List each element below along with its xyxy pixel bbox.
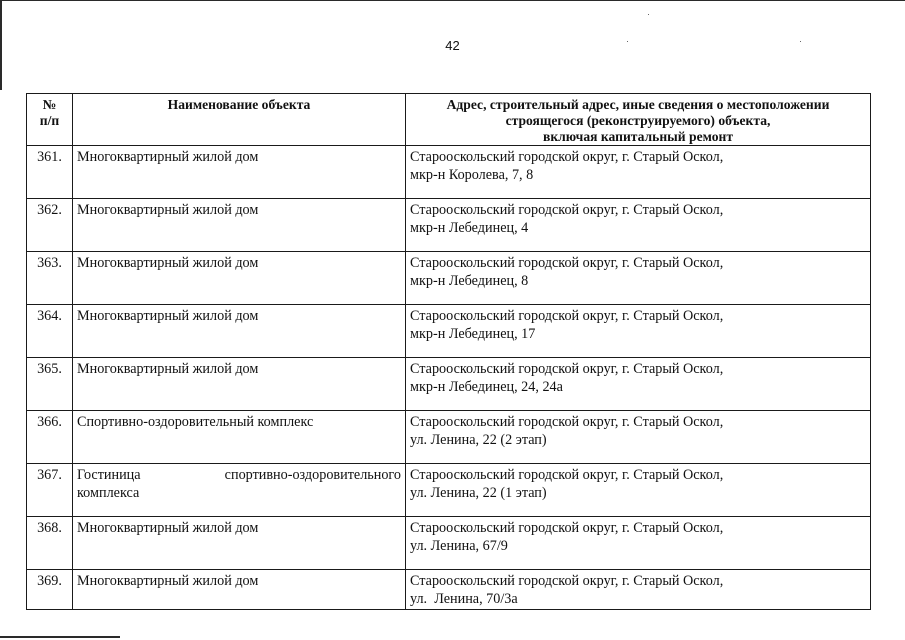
table-row xyxy=(27,517,871,570)
scan-speck xyxy=(648,14,649,15)
table-row xyxy=(27,411,871,464)
row-number: 367. xyxy=(27,464,73,517)
page-bottom-edge xyxy=(0,636,120,638)
object-name: Многоквартирный жилой дом xyxy=(73,305,406,358)
row-number: 366. xyxy=(27,411,73,464)
header-address: Адрес, строительный адрес, иные сведения о местоположении строящегося (реконструируемого) объекта, включая капитальный ремонт xyxy=(406,94,871,146)
object-address: Старооскольский городской округ, г. Старый Оскол, ул. Ленина, 22 (1 этап) xyxy=(406,464,871,517)
object-name: Многоквартирный жилой дом xyxy=(73,517,406,570)
object-name: Спортивно-оздоровительный комплекс xyxy=(73,411,406,464)
header-number: № п/п xyxy=(27,94,73,146)
row-number: 368. xyxy=(27,517,73,570)
object-name-line: Гостиница спортивно-оздоровительного xyxy=(77,467,401,483)
object-name-line: комплекса xyxy=(77,485,140,501)
table-row xyxy=(27,464,871,517)
object-address: Старооскольский городской округ, г. Старый Оскол, мкр-н Лебединец, 24, 24а xyxy=(406,358,871,411)
row-number: 365. xyxy=(27,358,73,411)
table-row xyxy=(27,570,871,610)
header-object-name: Наименование объекта xyxy=(73,94,406,146)
row-number: 363. xyxy=(27,252,73,305)
object-address: Старооскольский городской округ, г. Старый Оскол, ул. Ленина, 70/3а xyxy=(406,570,871,610)
object-address: Старооскольский городской округ, г. Старый Оскол, мкр-н Лебединец, 17 xyxy=(406,305,871,358)
table-row xyxy=(27,146,871,199)
object-address: Старооскольский городской округ, г. Старый Оскол, мкр-н Лебединец, 4 xyxy=(406,199,871,252)
object-name: Многоквартирный жилой дом xyxy=(73,199,406,252)
object-name xyxy=(73,464,406,517)
table-row xyxy=(27,358,871,411)
table-row xyxy=(27,199,871,252)
table-header-row xyxy=(27,94,871,146)
row-number: 364. xyxy=(27,305,73,358)
page-top-edge xyxy=(0,0,905,1)
object-address: Старооскольский городской округ, г. Старый Оскол, мкр-н Королева, 7, 8 xyxy=(406,146,871,199)
table-row xyxy=(27,305,871,358)
objects-table xyxy=(26,93,871,610)
row-number: 369. xyxy=(27,570,73,610)
object-address: Старооскольский городской округ, г. Старый Оскол, ул. Ленина, 67/9 xyxy=(406,517,871,570)
page-number: 42 xyxy=(445,38,460,53)
object-address: Старооскольский городской округ, г. Старый Оскол, мкр-н Лебединец, 8 xyxy=(406,252,871,305)
row-number: 361. xyxy=(27,146,73,199)
object-name: Многоквартирный жилой дом xyxy=(73,570,406,610)
object-name: Многоквартирный жилой дом xyxy=(73,252,406,305)
object-name: Многоквартирный жилой дом xyxy=(73,358,406,411)
object-address: Старооскольский городской округ, г. Старый Оскол, ул. Ленина, 22 (2 этап) xyxy=(406,411,871,464)
object-name: Многоквартирный жилой дом xyxy=(73,146,406,199)
table-row xyxy=(27,252,871,305)
row-number: 362. xyxy=(27,199,73,252)
